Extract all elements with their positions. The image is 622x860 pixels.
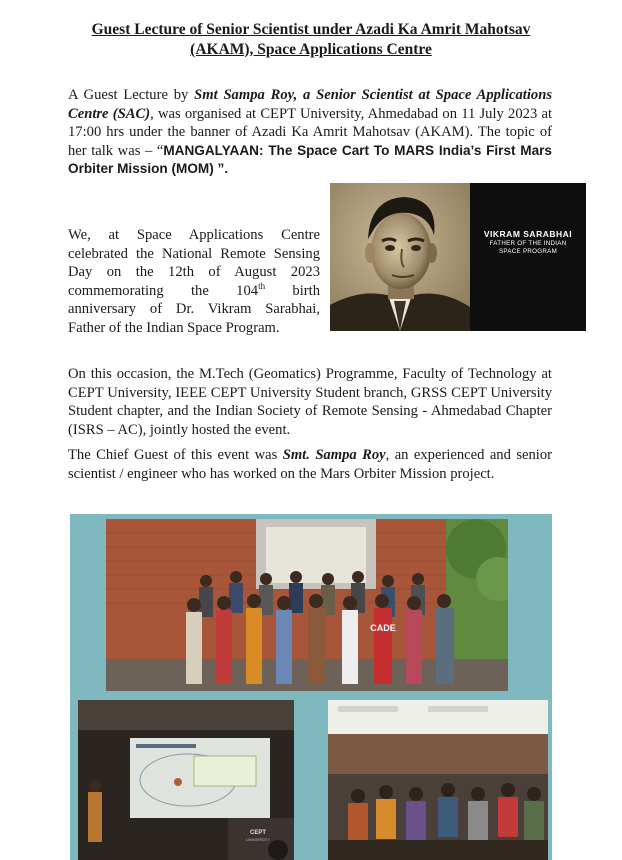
lecture-details-text: , was organised at CEPT University, Ahmedabad on 11 July 2023 at 17:00 hrs under the banner of Azadi Ka Amrit Mahotsav (AKAM). The topic of her talk was – “ [68, 105, 552, 159]
lecture-photo [78, 700, 294, 860]
remote-sensing-day-paragraph [68, 226, 320, 338]
sarabhai-subtitle-1: FATHER OF THE INDIAN [489, 240, 567, 247]
lecture-intro-text: A Guest Lecture by [68, 87, 195, 103]
group-shirt-text: CADE [370, 623, 396, 633]
lecture-topic: MANGALYAAN: The Space Cart To MARS India’s First Mars Orbiter Mission (MOM) ”. [68, 142, 552, 177]
speaker-name: Smt Sampa Roy, a Senior Scientist at Space Applications Centre (SAC) [68, 87, 552, 122]
ordinal-suffix: th [258, 280, 266, 291]
chief-guest-text-1: The Chief Guest of this event was [68, 447, 283, 463]
remote-sensing-text-2: birth anniversary of Dr. Vikram Sarabhai, Father of the Indian Space Program. [68, 282, 320, 336]
vikram-sarabhai-banner [330, 183, 586, 331]
sarabhai-portrait [330, 183, 470, 331]
lecture-brand: CEPT [249, 830, 267, 836]
hosts-paragraph: On this occasion, the M.Tech (Geomatics) Programme, Faculty of Technology at CEPT University, IEEE CEPT University Student branch, GRSS CEPT University Student chapter, and the Indian Society of Remote Sensing - Ahmedabad Chapter (ISRS – AC), jointly hosted the event. [68, 366, 552, 438]
sarabhai-subtitle-2: SPACE PROGRAM [498, 248, 558, 255]
audience-photo [328, 700, 548, 860]
remote-sensing-text-1: We, at Space Applications Centre celebrated the National Remote Sensing Day on the 12th of August 2023 commemorating the 104 [68, 227, 320, 299]
chief-guest-text-2: , an experienced and senior scientist / engineer who has worked on the Mars Orbiter Mission project. [68, 447, 552, 482]
group-photo [106, 519, 508, 691]
sarabhai-caption [470, 228, 586, 256]
title-line-2: (AKAM), Space Applications Centre [190, 41, 432, 58]
event-photo-collage [70, 514, 552, 860]
lecture-paragraph [68, 86, 552, 179]
title-line-1: Guest Lecture of Senior Scientist under Azadi Ka Amrit Mahotsav [91, 21, 531, 38]
sarabhai-name: VIKRAM SARABHAI [483, 229, 573, 239]
chief-guest-name: Smt. Sampa Roy [282, 447, 386, 463]
page-title [30, 20, 592, 60]
chief-guest-paragraph [68, 446, 552, 483]
lecture-brand-sub: UNIVERSITY [245, 837, 271, 842]
